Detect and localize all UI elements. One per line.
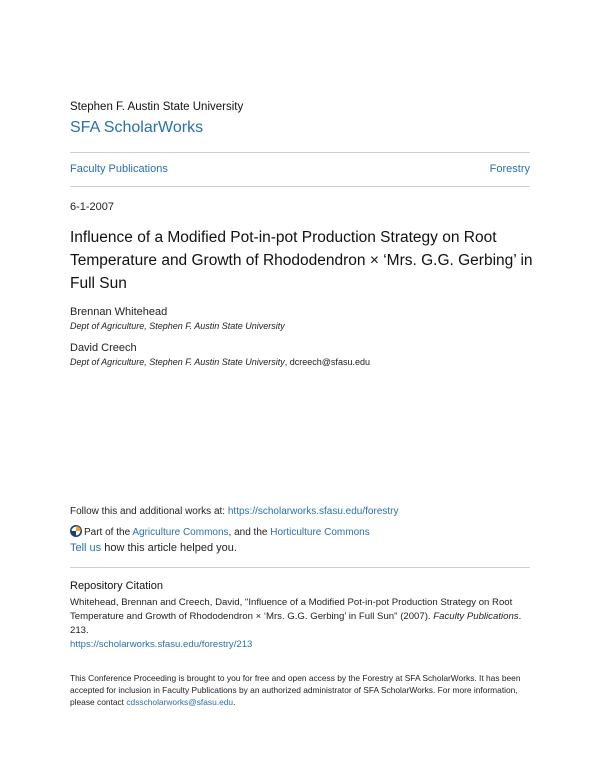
author-name: David Creech [70,342,137,354]
citation-heading: Repository Citation [70,580,163,592]
citation-body [70,596,530,652]
access-notice [70,672,530,708]
repository-link[interactable]: SFA ScholarWorks [70,119,204,136]
follow-line [70,506,398,517]
part-of-line [70,525,370,538]
author-name: Brennan Whitehead [70,306,168,318]
follow-link[interactable]: https://scholarworks.sfasu.edu/forestry [227,506,399,517]
citation-text: Whitehead, Brennan and Creech, David, "Influence of a Modified Pot-in-pot Production Strategy on Root Temperature and Growth of Rhododendron × ‘Mrs. G.G. Gerbing’ in Full Sun" (2007). [70,597,513,622]
collection-link[interactable]: Faculty Publications [70,163,168,175]
top-divider [70,152,530,153]
author-affiliation [70,321,285,331]
tell-us-suffix: how this article helped you. [101,542,237,554]
author-email[interactable]: , dcreech@sfasu.edu [284,357,370,367]
article-title: Influence of a Modified Pot-in-pot Production Strategy on Root Temperature and Growth of Rhododendron × ‘Mrs. G.G. Gerbing’ in Full Sun [70,229,533,292]
contact-email-link[interactable]: cdsscholarworks@sfasu.edu [126,697,234,707]
open-access-icon [70,525,82,537]
horticulture-commons-link[interactable]: Horticulture Commons [270,527,370,538]
citation-journal: Faculty Publications [433,611,519,622]
institution-name: Stephen F. Austin State University [70,101,244,113]
citation-number: . 213. [70,611,522,636]
publication-date: 6-1-2007 [70,201,115,213]
part-of-prefix: Part of the [84,527,133,538]
affiliation-text: Dept of Agriculture, Stephen F. Austin State University [70,321,285,331]
part-of-middle: , and the [228,527,271,538]
author-affiliation [70,357,370,367]
department-link[interactable]: Forestry [489,163,530,175]
tell-us-link[interactable]: Tell us [70,542,102,554]
agriculture-commons-link[interactable]: Agriculture Commons [132,527,229,538]
follow-prefix: Follow this and additional works at: [70,506,228,517]
notice-end: . [233,697,236,707]
tell-us-line [70,542,237,554]
notice-text: This Conference Proceeding is brought to you for free and open access by the Forestry at SFA ScholarWorks. It has been accepted for inclusion in Faculty Publications by an authorized administrator of SFA ScholarWorks. For more information, please contact [70,673,521,707]
affiliation-text: Dept of Agriculture, Stephen F. Austin State University [70,357,285,367]
nav-divider [70,186,530,187]
citation-divider [70,567,530,568]
citation-url[interactable]: https://scholarworks.sfasu.edu/forestry/213 [70,639,253,650]
